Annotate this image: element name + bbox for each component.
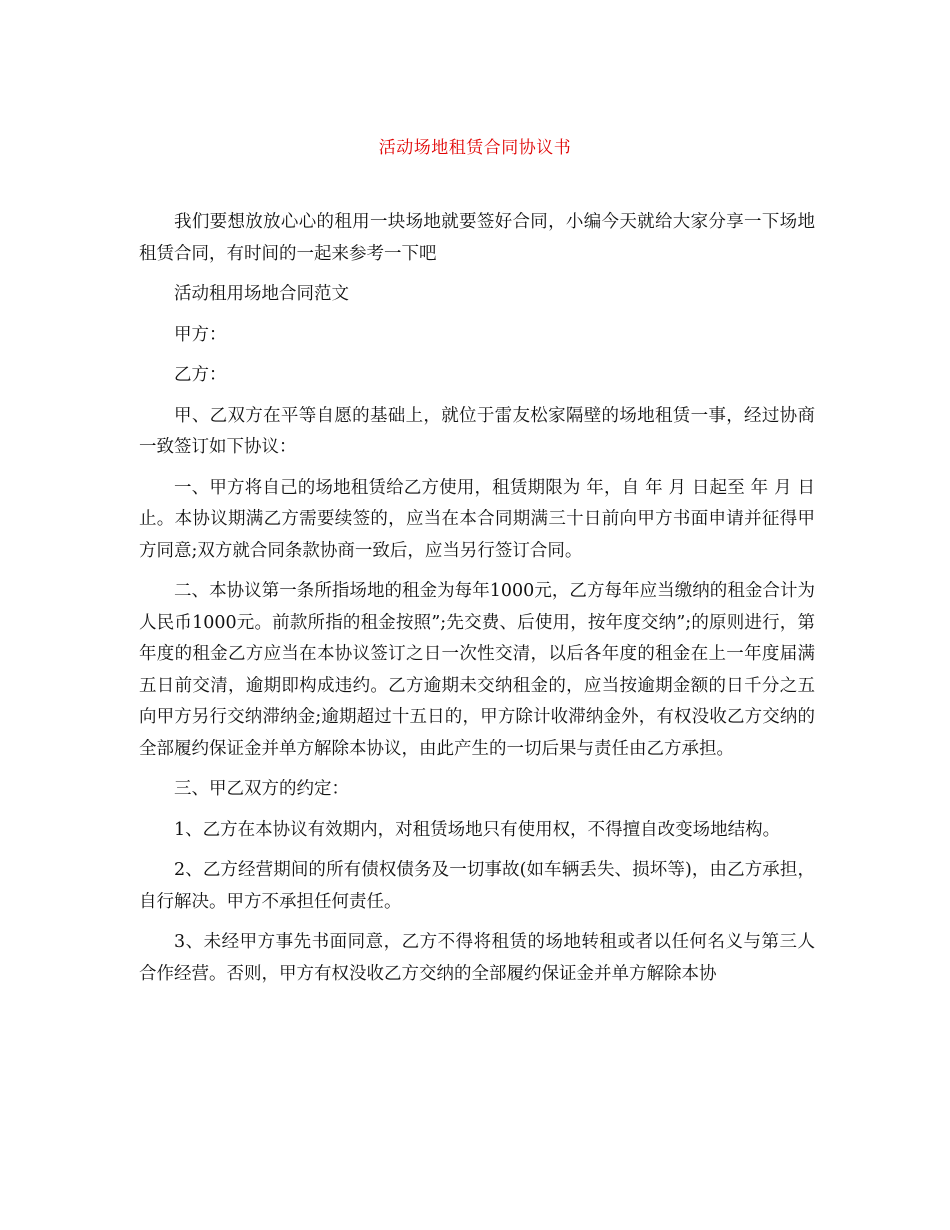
paragraph-item-3: 3、未经甲方事先书面同意，乙方不得将租赁的场地转租或者以任何名义与第三人合作经营。否则，甲方有权没收乙方交纳的全部履约保证金并单方解除本协 <box>139 932 815 984</box>
paragraph-item-2: 2、乙方经营期间的所有债权债务及一切事故(如车辆丢失、损坏等)，由乙方承担，自行解决。甲方不承担任何责任。 <box>139 860 815 912</box>
paragraph-intro: 我们要想放放心心的租用一块场地就要签好合同，小编今天就给大家分享一下场地租赁合同，有时间的一起来参考一下吧 <box>139 212 815 264</box>
paragraph-clause-2: 二、本协议第一条所指场地的租金为每年1000元，乙方每年应当缴纳的租金合计为人民币1000元。前款所指的租金按照”;先交费、后使用，按年度交纳”;的原则进行，第年度的租金乙方应当在本协议签订之日一次性交清，以后各年度的租金在上一年度届满五日前交清，逾期即构成违约。乙方逾期未交纳租金的，应当按逾期金额的日千分之五向甲方另行交纳滞纳金;逾期超过十五日的，甲方除计收滞纳金外，有权没收乙方交纳的全部履约保证金并单方解除本协议，由此产生的一切后果与责任由乙方承担。 <box>139 581 815 759</box>
paragraph-item-1: 1、乙方在本协议有效期内，对租赁场地只有使用权，不得擅自改变场地结构。 <box>174 819 781 840</box>
paragraph-clause-1: 一、甲方将自己的场地租赁给乙方使用，租赁期限为 年，自 年 月 日起至 年 月 日止。本协议期满乙方需要续签的，应当在本合同期满三十日前向甲方书面申请并征得甲方同意;双方就合同条款协商一致后，应当另行签订合同。 <box>139 477 815 561</box>
paragraph-heading: 活动租用场地合同范文 <box>174 284 349 304</box>
paragraph-clause-3: 三、甲乙双方的约定： <box>174 779 349 799</box>
paragraph-preamble: 甲、乙双方在平等自愿的基础上，就位于雷友松家隔壁的场地租赁一事，经过协商一致签订如下协议： <box>139 405 815 457</box>
paragraph-party-b: 乙方： <box>174 365 227 385</box>
document-title: 活动场地租赁合同协议书 <box>378 138 572 158</box>
document-body <box>139 207 815 999</box>
paragraph-party-a: 甲方： <box>174 324 227 345</box>
